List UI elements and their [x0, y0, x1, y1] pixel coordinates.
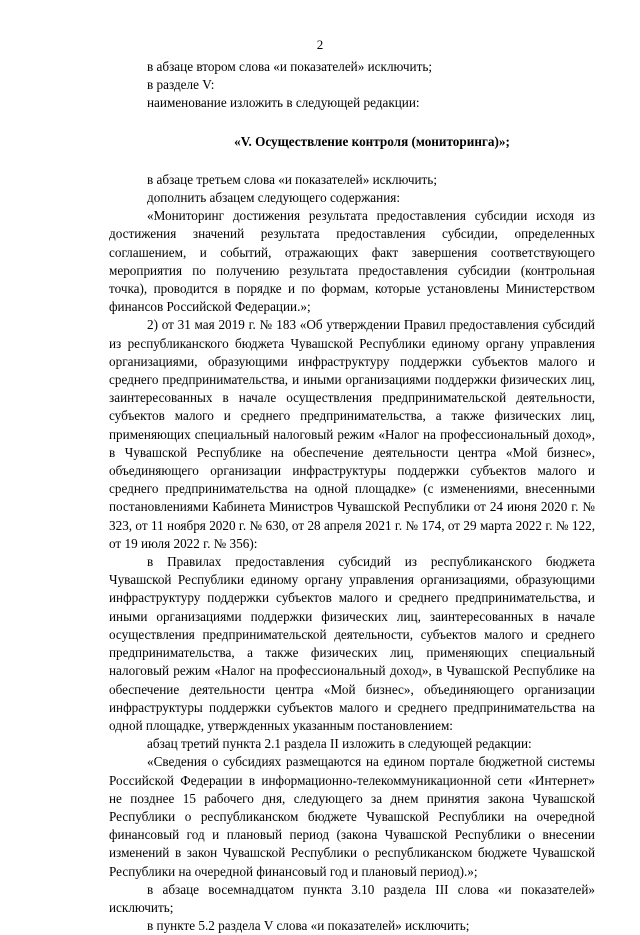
paragraph-5: дополнить абзацем следующего содержания:: [147, 190, 401, 206]
paragraph-6: «Мониторинг достижения результата предоставления субсидии исходя из достижения значений результата предоставления субсидии, определенных соглашением, и событий, отражающих факт завершения соответствующего мероприятия по получению результата предоставления субсидии (контрольная точка), проводится в порядке и по формам, которые установлены Министерством финансов Российской Федерации.»;: [109, 208, 595, 315]
document-body: [109, 58, 595, 935]
paragraph-10: «Сведения о субсидиях размещаются на едином портале бюджетной системы Российской Федерации в информационно-телекоммуникационной сети «Интернет» не позднее 15 рабочего дня, следующего за днем принятия закона Чувашской Республики о республиканском бюджете Чувашской Республики на очередной финансовый год и плановый период (закона Чувашской Республики о внесении изменений в закон Чувашской Республики о республиканском бюджете Чувашской Республики на очередной финансовый год и плановый период).»;: [109, 754, 595, 879]
paragraph-1: в абзаце втором слова «и показателей» исключить;: [147, 59, 433, 74]
paragraph-4: в абзаце третьем слова «и показателей» исключить;: [147, 171, 437, 187]
paragraph-9: абзац третий пункта 2.1 раздела II изложить в следующей редакции:: [147, 736, 532, 752]
paragraph-11: в абзаце восемнадцатом пункта 3.10 раздела III слова «и показателей» исключить;: [109, 881, 595, 915]
section-heading: «V. Осуществление контроля (мониторинга)»;: [234, 133, 510, 149]
paragraph-12: в пункте 5.2 раздела V слова «и показателей» исключить;: [147, 918, 470, 934]
paragraph-2: в разделе V:: [147, 77, 215, 93]
paragraph-7: 2) от 31 мая 2019 г. № 183 «Об утверждении Правил предоставления субсидий из республиканского бюджета Чувашской Республики единому органу управления организациями, образующими инфраструктуру поддержки субъектов малого и среднего предпринимательства, и иными организациями поддержки физических лиц, заинтересованных в начале осуществления предпринимательской деятельности, субъектов малого и среднего предпринимательства, а также физических лиц, применяющих специальный налоговый режим «Налог на профессиональный доход», в Чувашской Республике на обеспечение деятельности центра «Мой бизнес», объединяющего организации инфраструктуры поддержки субъектов малого и среднего предпринимательства на одной площадке» (с изменениями, внесенными постановлениями Кабинета Министров Чувашской Республики от 24 июня 2020 г. № 323, от 11 ноября 2020 г. № 630, от 28 апреля 2021 г. № 174, от 29 марта 2022 г. № 122, от 19 июля 2022 г. № 356):: [109, 317, 595, 551]
paragraph-3: наименование изложить в следующей редакции:: [147, 95, 420, 111]
paragraph-8: в Правилах предоставления субсидий из республиканского бюджета Чувашской Республики единому органу управления организациями, образующими инфраструктуру поддержки субъектов малого и среднего предпринимательства, и иными организациями поддержки физических лиц, заинтересованных в начале осуществления предпринимательской деятельности, субъектов малого и среднего предпринимательства, а также физических лиц, применяющих специальный налоговый режим «Налог на профессиональный доход», в Чувашской Республике на обеспечение деятельности центра «Мой бизнес», объединяющего организации инфраструктуры поддержки субъектов малого и среднего предпринимательства на одной площадке, утвержденных указанным постановлением:: [109, 554, 595, 733]
page-number: 2: [316, 37, 324, 52]
